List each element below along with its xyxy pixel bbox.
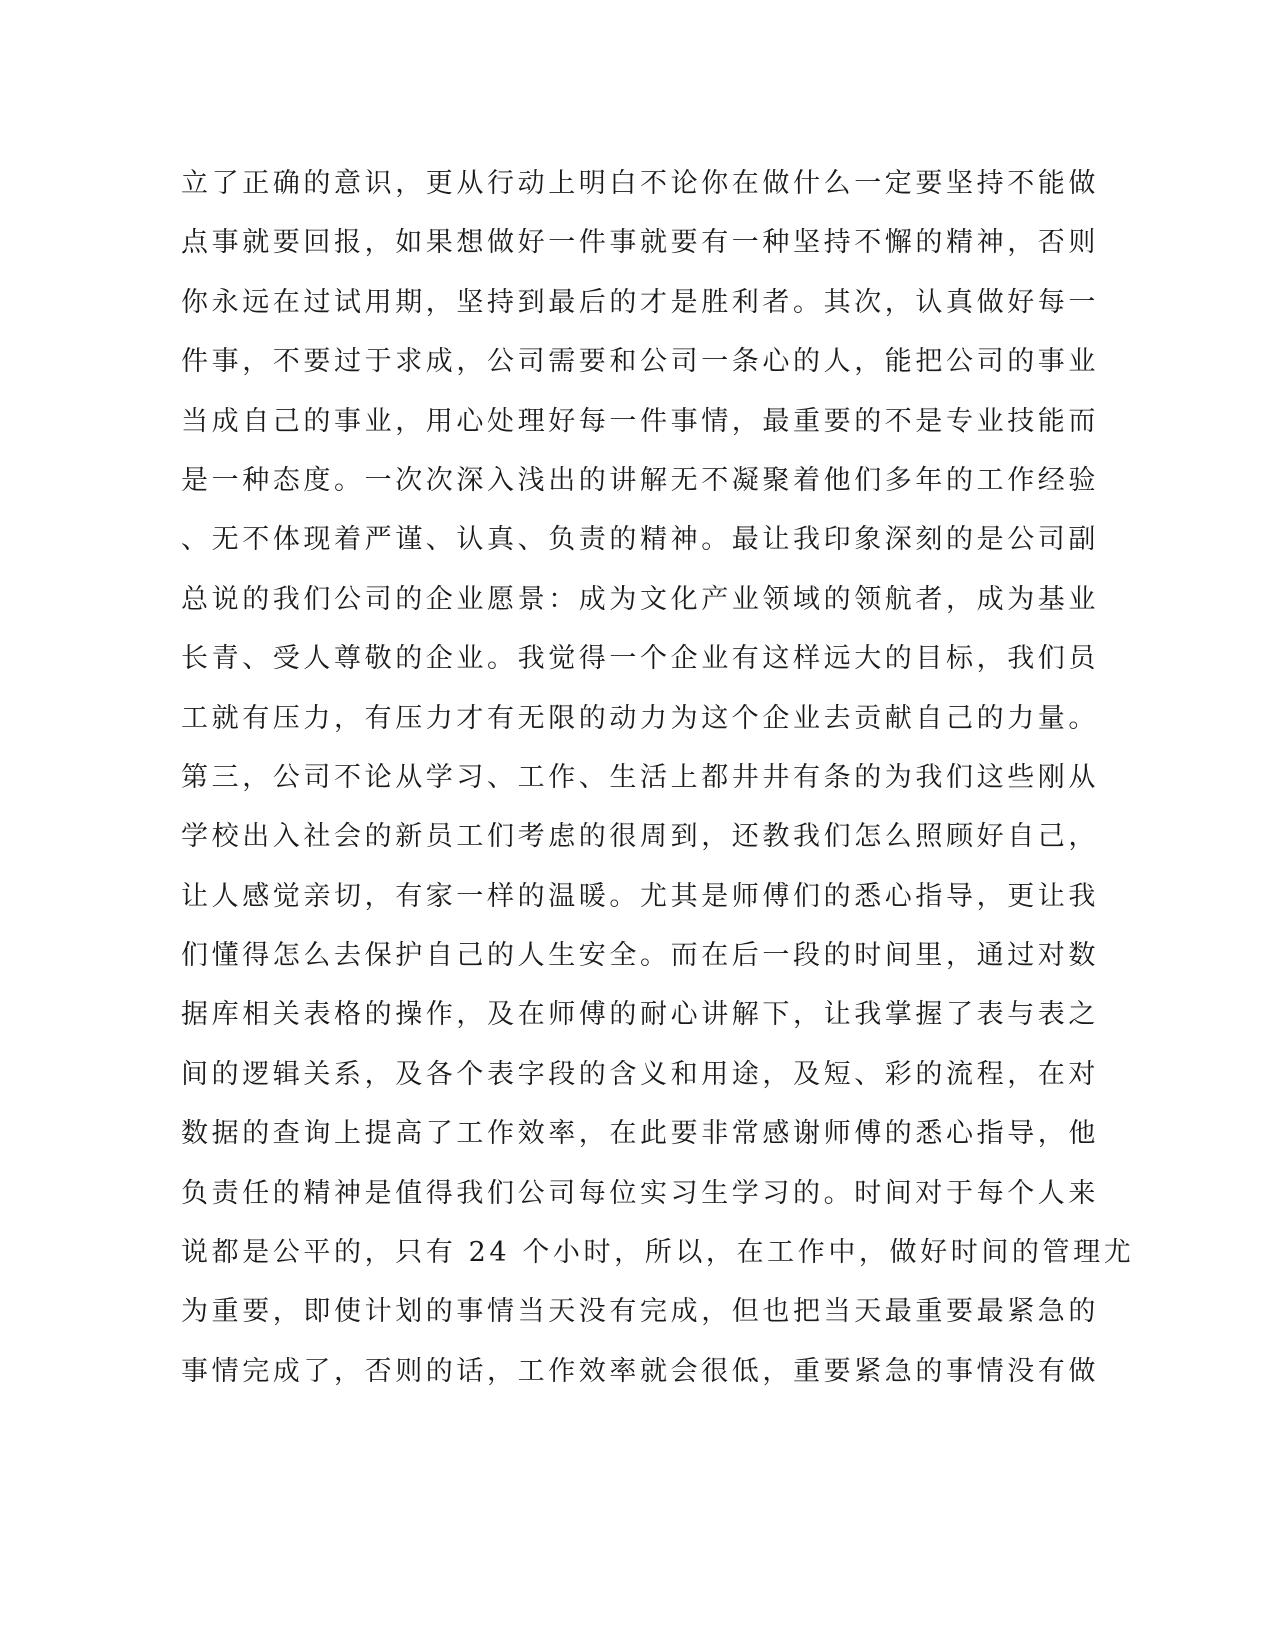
text-line: 事情完成了，否则的话，工作效率就会很低，重要紧急的事情没有做 (181, 1355, 1099, 1387)
text-line: 为重要，即使计划的事情当天没有完成，但也把当天最重要最紧急的 (181, 1296, 1099, 1328)
text-line: 学校出入社会的新员工们考虑的很周到，还教我们怎么照顾好自己， (181, 821, 1099, 853)
text-line: 让人感觉亲切，有家一样的温暖。尤其是师傅们的悉心指导，更让我 (181, 880, 1099, 912)
text-line: 数据的查询上提高了工作效率，在此要非常感谢师傅的悉心指导，他 (181, 1118, 1099, 1150)
text-line: 当成自己的事业，用心处理好每一件事情，最重要的不是专业技能而 (181, 405, 1099, 437)
text-line: 总说的我们公司的企业愿景：成为文化产业领域的领航者，成为基业 (181, 583, 1099, 615)
text-line: 、无不体现着严谨、认真、负责的精神。最让我印象深刻的是公司副 (181, 524, 1099, 556)
text-line: 是一种态度。一次次深入浅出的讲解无不凝聚着他们多年的工作经验 (181, 464, 1099, 496)
text-line: 说都是公平的，只有 24 个小时，所以，在工作中，做好时间的管理尤 (181, 1237, 1135, 1269)
text-line: 点事就要回报，如果想做好一件事就要有一种坚持不懈的精神，否则 (181, 227, 1099, 259)
text-line: 长青、受人尊敬的企业。我觉得一个企业有这样远大的目标，我们员 (181, 643, 1099, 675)
text-line: 第三，公司不论从学习、工作、生活上都井井有条的为我们这些刚从 (181, 761, 1099, 793)
body-text (181, 154, 1135, 1401)
text-line: 据库相关表格的操作，及在师傅的耐心讲解下，让我掌握了表与表之 (181, 999, 1099, 1031)
text-line: 间的逻辑关系，及各个表字段的含义和用途，及短、彩的流程，在对 (181, 1058, 1099, 1090)
text-line: 你永远在过试用期，坚持到最后的才是胜利者。其次，认真做好每一 (181, 286, 1099, 318)
text-line: 负责任的精神是值得我们公司每位实习生学习的。时间对于每个人来 (181, 1177, 1099, 1209)
text-line: 立了正确的意识，更从行动上明白不论你在做什么一定要坚持不能做 (181, 168, 1099, 199)
text-line: 工就有压力，有压力才有无限的动力为这个企业去贡献自己的力量。 (181, 702, 1099, 734)
text-line: 们懂得怎么去保护自己的人生安全。而在后一段的时间里，通过对数 (181, 940, 1099, 972)
text-line: 件事，不要过于求成，公司需要和公司一条心的人，能把公司的事业 (181, 346, 1099, 378)
